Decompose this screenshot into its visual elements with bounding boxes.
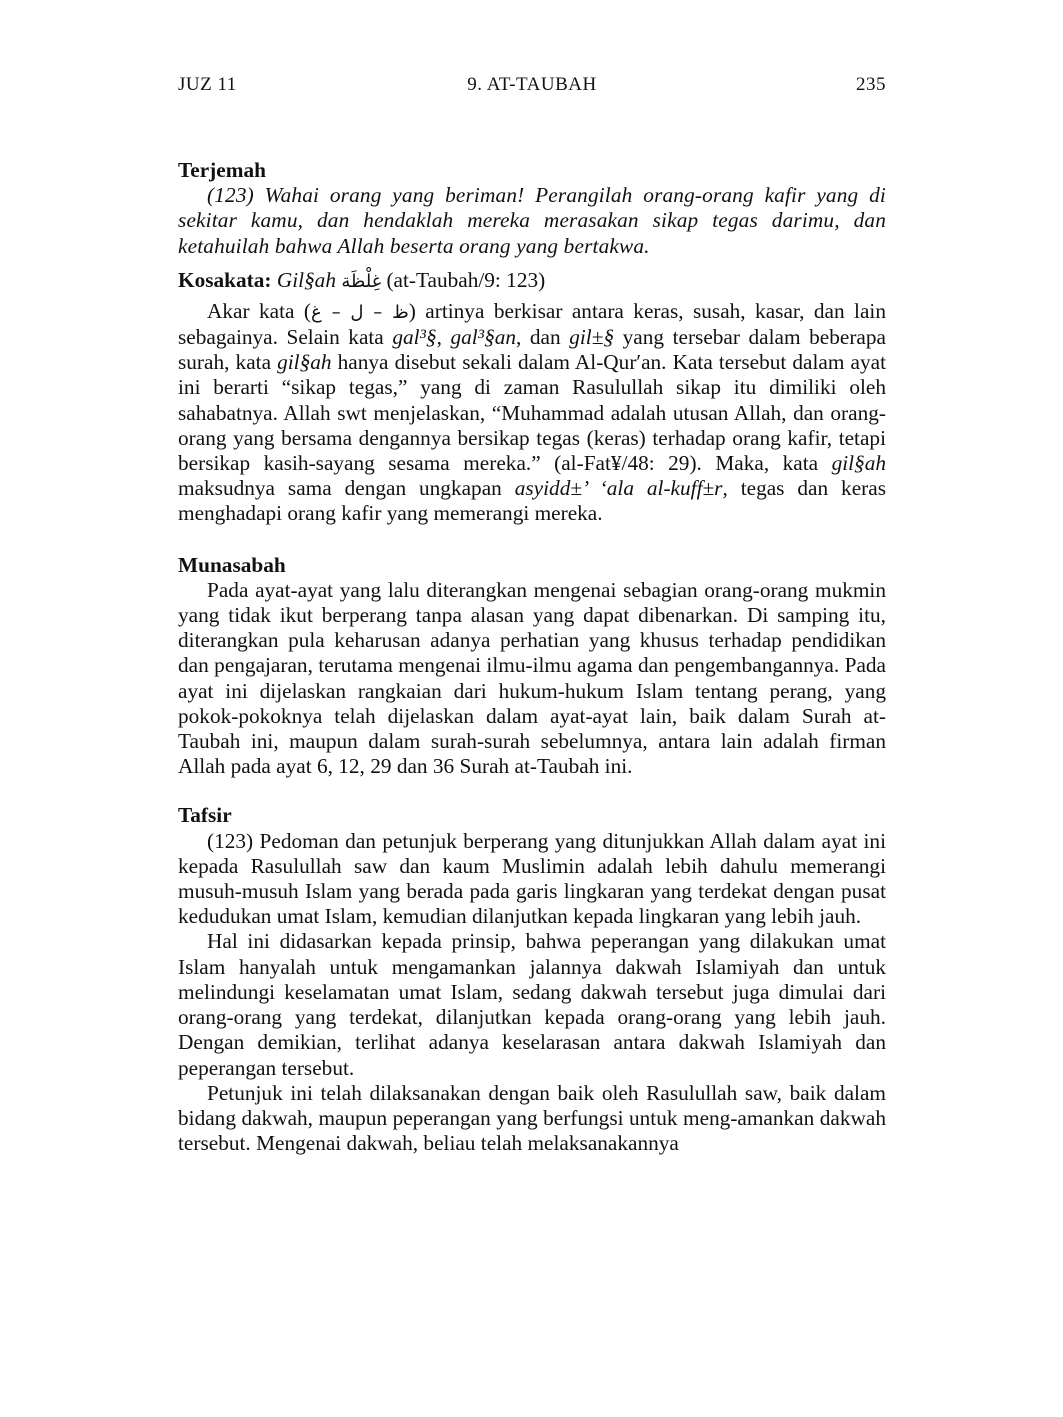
munasabah-heading: Munasabah xyxy=(178,552,286,577)
akar-post: ) artinya berkisar antara keras, susah, kasar, dan lain sebagainya. Selain kata xyxy=(178,298,886,350)
surah-title: 9. AT-TAUBAH xyxy=(467,74,597,95)
terjemah-heading: Terjemah xyxy=(178,158,266,182)
phrase-asyidda: asyidd±’ ‘ala al-kuff±r xyxy=(514,476,723,501)
kosakata-arabic: غِلْظَة xyxy=(341,270,382,292)
separator: , xyxy=(436,325,451,350)
word-gilzah: gil§ah xyxy=(831,451,886,476)
word-gilzah: gil§ah xyxy=(277,350,332,375)
word-galiz: gal³§ xyxy=(392,325,437,350)
terjemah-text: (123) Wahai orang yang beriman! Perangilah orang-orang kafir yang di sekitar kamu, dan hendaklah mereka merasakan sikap tegas darimu, dan ketahuilah bahwa Allah beserta orang yang bertakwa. xyxy=(178,183,886,258)
kosakata-term: Gil§ah xyxy=(276,267,336,292)
kosakata-text: maksudnya sama dengan ungkapan xyxy=(178,476,515,501)
page-number: 235 xyxy=(856,74,886,95)
tafsir-paragraph: (123) Pedoman dan petunjuk berperang yang ditunjukkan Allah dalam ayat ini kepada Rasulullah saw dan kaum Muslimin adalah lebih dahulu memerangi musuh-musuh Islam yang berada pada garis lingkaran yang terdekat dengan pusat kedudukan umat Islam, kemudian dilanjutkan kepada lingkaran yang lebih jauh. xyxy=(178,828,886,929)
munasabah-text: Pada ayat-ayat yang lalu diterangkan mengenai sebagian orang-orang mukmin yang tidak ikut berperang tanpa alasan yang dapat dibenarkan. Di samping itu, diterangkan pula keharusan adanya perhatian yang khusus terhadap pendidikan dan pengajaran, terutama mengenai ilmu-ilmu agama dan pengembangannya. Pada ayat ini dijelaskan rangkaian dari hukum-hukum Islam tentang perang, yang pokok-pokoknya telah dijelaskan dalam ayat-ayat lain, baik dalam Surah at-Taubah ini, maupun dalam surah-surah sebelumnya, antara lain adalah firman Allah pada ayat 6, 12, 29 dan 36 Surah at-Taubah ini. xyxy=(178,577,886,779)
kosakata-reference: (at-Taubah/9: 123) xyxy=(386,267,546,292)
akar-pre: Akar kata ( xyxy=(207,298,311,323)
running-header xyxy=(178,74,886,102)
kosakata-text: , tegas dan keras menghadapi orang kafir yang memerangi mereka. xyxy=(178,476,886,526)
kosakata-paragraph xyxy=(178,299,886,527)
kosakata-text: yang tersebar dalam beberapa surah, kata xyxy=(178,325,886,375)
tafsir-paragraph: Hal ini didasarkan kepada prinsip, bahwa peperangan yang dilakukan umat Islam hanyalah untuk mengamankan jalannya dakwah Islamiyah dan untuk melindungi keselamatan umat Islam, sedang dakwah tersebut juga dimulai dari orang-orang yang terdekat, dilanjutkan kepada orang-orang yang lebih jauh. Dengan demikian, terlihat adanya keselarasan antara dakwah Islamiyah dan peperangan tersebut. xyxy=(178,929,886,1080)
tafsir-paragraph: Petunjuk ini telah dilaksanakan dengan baik oleh Rasulullah saw, baik dalam bidang dakwah, maupun peperangan yang berfungsi untuk meng-amankan dakwah tersebut. Mengenai dakwah, beliau telah melaksanakannya xyxy=(178,1080,886,1156)
kosakata-line xyxy=(178,263,886,297)
separator: , dan xyxy=(516,325,570,350)
page-body xyxy=(178,158,886,1156)
akar-arabic: ظ – ل – غ xyxy=(311,301,409,323)
juz-label: JUZ 11 xyxy=(178,74,237,95)
kosakata-label: Kosakata: xyxy=(178,267,272,292)
tafsir-heading: Tafsir xyxy=(178,803,232,828)
word-galizan: gal³§an xyxy=(450,325,517,350)
kosakata-text: hanya disebut sekali dalam Al-Qur′an. Kata tersebut dalam ayat ini berarti “sikap tegas,” yang di zaman Rasulullah sikap itu dimiliki oleh sahabatnya. Allah swt menjelaskan, “Muhammad adalah utusan Allah, dan orang-orang yang bersama dengannya bersikap tegas (keras) terhadap orang kafir, tetapi bersikap kasih-sayang sesama mereka.” (al-Fat¥/48: 29). Maka, kata xyxy=(178,350,886,476)
word-gilaz: gil±§ xyxy=(569,325,615,350)
